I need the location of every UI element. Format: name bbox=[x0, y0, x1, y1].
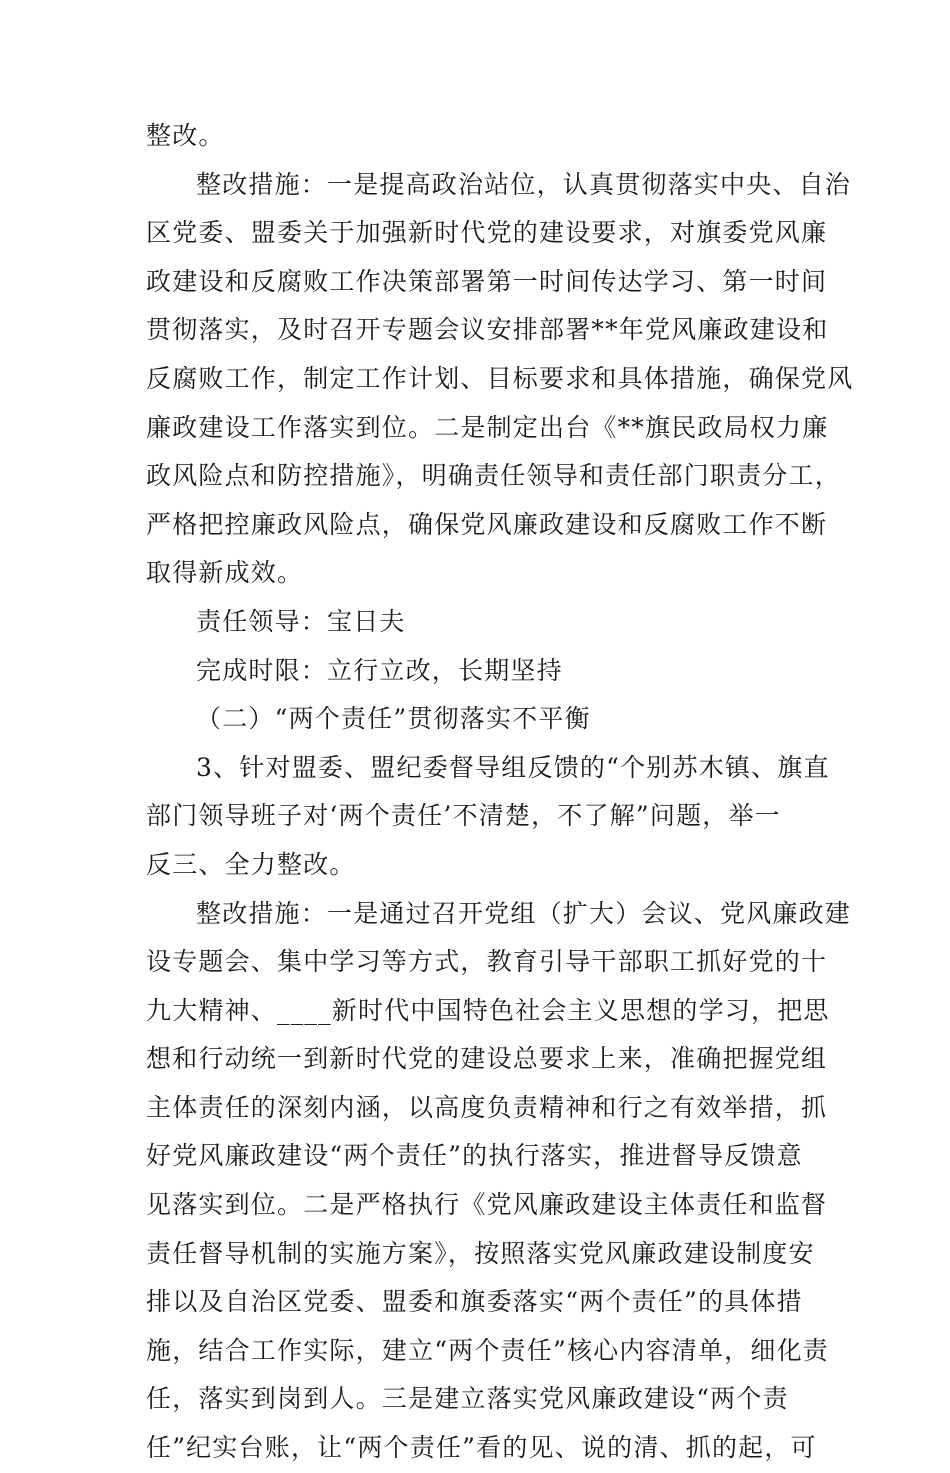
paragraph-continuation bbox=[146, 112, 806, 161]
paragraph-item-3 bbox=[146, 744, 830, 890]
paragraph-deadline bbox=[146, 647, 806, 696]
text-line: 责任领导：宝日夫 bbox=[196, 606, 406, 636]
text-line: 任，落实到岗到人。三是建立落实党风廉政建设“两个责 bbox=[146, 1384, 789, 1414]
text-line: 整改措施：一是提高政治站位，认真贯彻落实中央、自治 bbox=[196, 169, 852, 199]
text-line: 政风险点和防控措施》，明确责任领导和责任部门职责分工， bbox=[146, 461, 841, 491]
text-line: 排以及自治区党委、盟委和旗委落实“两个责任”的具体措 bbox=[146, 1287, 803, 1317]
text-line: 想和行动统一到新时代党的建设总要求上来，准确把握党组 bbox=[146, 1044, 828, 1074]
text-line: 取得新成效。 bbox=[146, 558, 304, 588]
text-line: 任”纪实台账，让“两个责任”看的见、说的清、抓的起，可 bbox=[146, 1433, 817, 1463]
text-line: 政建设和反腐败工作决策部署第一时间传达学习、第一时间 bbox=[146, 266, 828, 296]
section-heading bbox=[146, 695, 806, 744]
text-line: 廉政建设工作落实到位。二是制定出台《**旗民政局权力廉 bbox=[146, 412, 829, 442]
text-line: 责任督导机制的实施方案》，按照落实党风廉政建设制度安 bbox=[146, 1238, 815, 1268]
text-line: （二）“两个责任”贯彻落实不平衡 bbox=[196, 704, 591, 734]
text-line: 反腐败工作，制定工作计划、目标要求和具体措施，确保党风 bbox=[146, 363, 854, 393]
paragraph-responsible-leader bbox=[146, 598, 806, 647]
paragraph-rectification-measures-2 bbox=[146, 890, 852, 1473]
text-line: 设专题会、集中学习等方式，教育引导干部职工抓好党的十 bbox=[146, 947, 828, 977]
paragraph-rectification-measures-1 bbox=[146, 161, 854, 598]
text-line: 主体责任的深刻内涵，以高度负责精神和行之有效举措，抓 bbox=[146, 1092, 828, 1122]
text-line: 严格把控廉政风险点，确保党风廉政建设和反腐败工作不断 bbox=[146, 509, 828, 539]
text-line: 部门领导班子对‘两个责任’不清楚，不了解”问题，举一 bbox=[146, 801, 781, 831]
text-line: 整改措施：一是通过召开党组（扩大）会议、党风廉政建 bbox=[196, 898, 852, 928]
text-line: 九大精神、____新时代中国特色社会主义思想的学习，把思 bbox=[146, 995, 830, 1025]
text-line: 施，结合工作实际，建立“两个责任”核心内容清单，细化责 bbox=[146, 1335, 829, 1365]
text-line: 区党委、盟委关于加强新时代党的建设要求，对旗委党风廉 bbox=[146, 218, 828, 248]
text-line: 见落实到位。二是严格执行《党风廉政建设主体责任和监督 bbox=[146, 1190, 828, 1220]
text-line: 反三、全力整改。 bbox=[146, 849, 356, 879]
text-line: 贯彻落实，及时召开专题会议安排部署**年党风廉政建设和 bbox=[146, 315, 829, 345]
text-line: 完成时限：立行立改，长期坚持 bbox=[196, 655, 563, 685]
text-line: 3、针对盟委、盟纪委督导组反馈的“个别苏木镇、旗直 bbox=[196, 752, 830, 782]
text-line: 整改。 bbox=[146, 121, 225, 150]
text-line: 好党风廉政建设“两个责任”的执行落实，推进督导反馈意 bbox=[146, 1141, 803, 1171]
document-body bbox=[146, 112, 854, 1473]
